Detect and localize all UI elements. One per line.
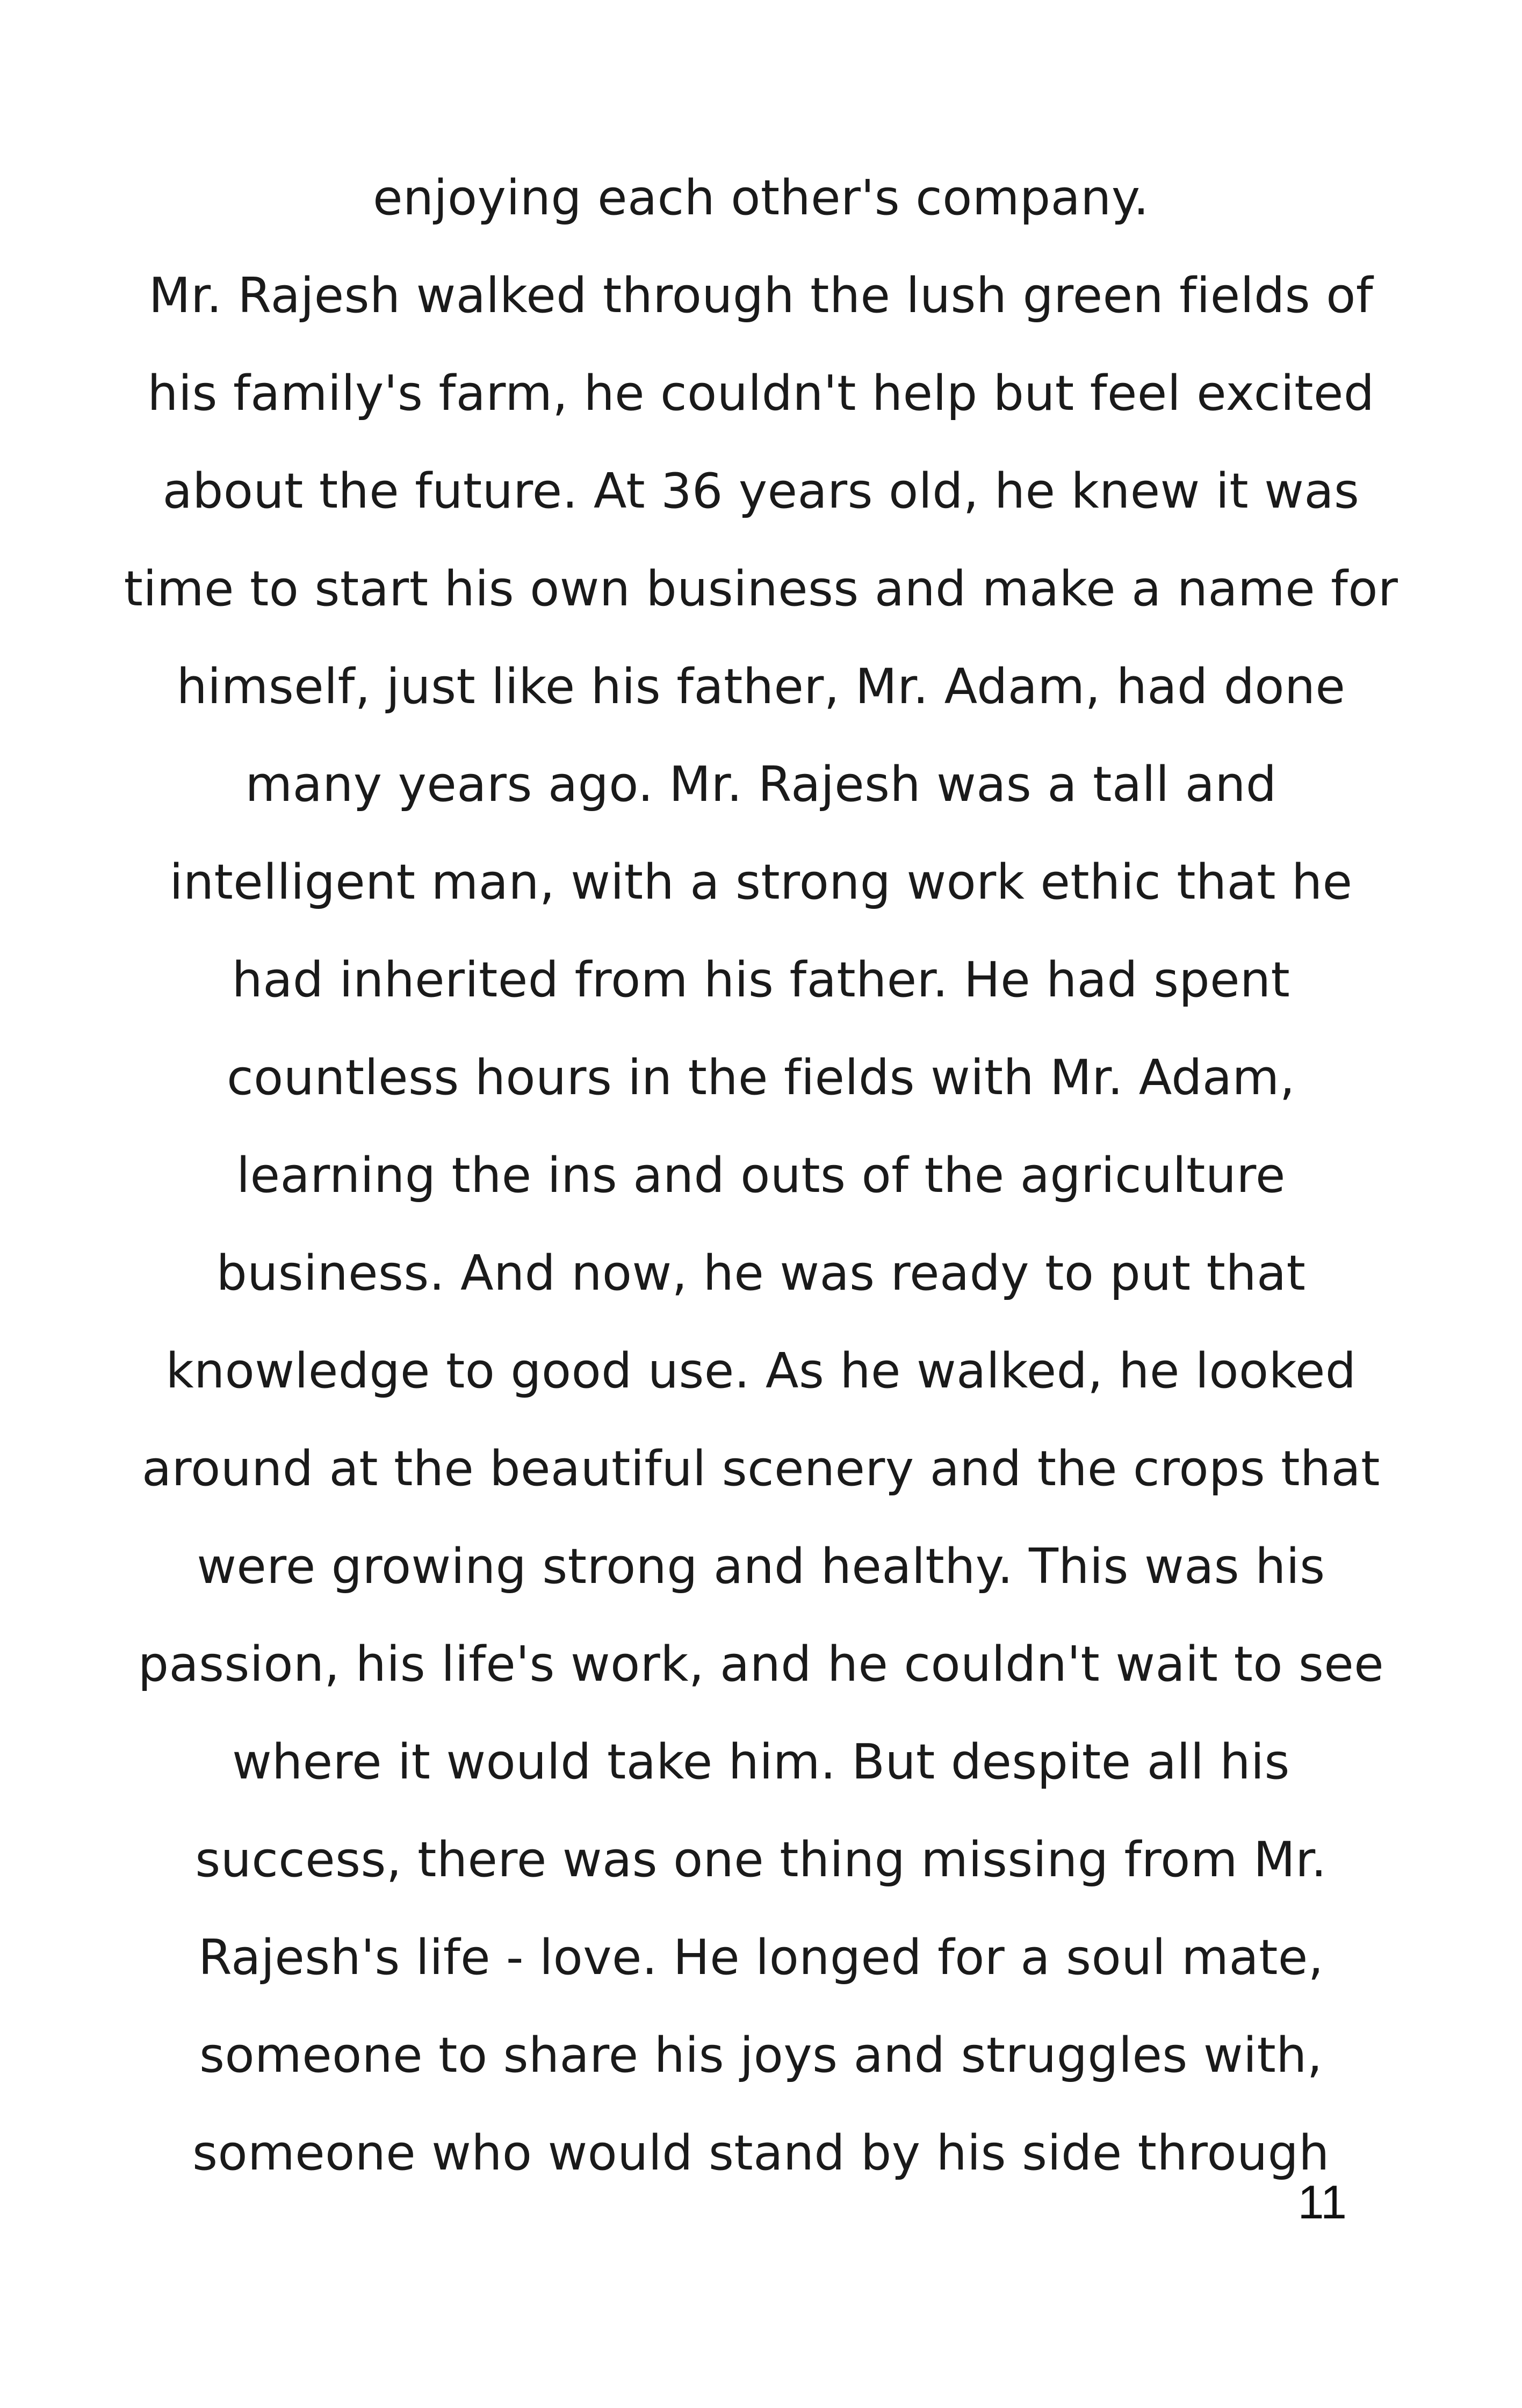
text-line: himself, just like his father, Mr. Adam, had done — [176, 659, 1346, 715]
text-line: had inherited from his father. He had spent — [232, 952, 1290, 1008]
text-line: were growing strong and healthy. This was his — [197, 1538, 1325, 1595]
text-line: Mr. Rajesh walked through the lush green fields of — [148, 267, 1374, 324]
text-line: around at the beautiful scenery and the crops that — [142, 1441, 1380, 1497]
text-line: his family's farm, he couldn't help but feel excited — [147, 365, 1375, 422]
text-line: Rajesh's life - love. He longed for a soul mate, — [198, 1929, 1324, 1986]
text-line: countless hours in the fields with Mr. Adam, — [227, 1050, 1295, 1106]
text-line: intelligent man, with a strong work ethic that he — [169, 854, 1353, 910]
text-line: learning the ins and outs of the agriculture — [236, 1147, 1286, 1204]
text-line: knowledge to good use. As he walked, he looked — [165, 1343, 1357, 1399]
text-line: passion, his life's work, and he couldn't wait to see — [138, 1636, 1384, 1693]
text-line: someone to share his joys and struggles with, — [199, 2027, 1323, 2084]
text-line: about the future. At 36 years old, he knew it was — [162, 463, 1360, 519]
text-line: many years ago. Mr. Rajesh was a tall and — [245, 756, 1277, 813]
text-line: enjoying each other's company. — [373, 170, 1149, 226]
text-line: time to start his own business and make a name for — [124, 561, 1398, 617]
text-line: business. And now, he was ready to put that — [216, 1245, 1306, 1301]
text-line: someone who would stand by his side through — [192, 2125, 1330, 2181]
text-line: where it would take him. But despite all his — [232, 1734, 1290, 1790]
text-line: success, there was one thing missing from Mr. — [195, 1832, 1327, 1888]
body-text — [0, 149, 1522, 2202]
page-number: 11 — [1297, 2175, 1347, 2229]
